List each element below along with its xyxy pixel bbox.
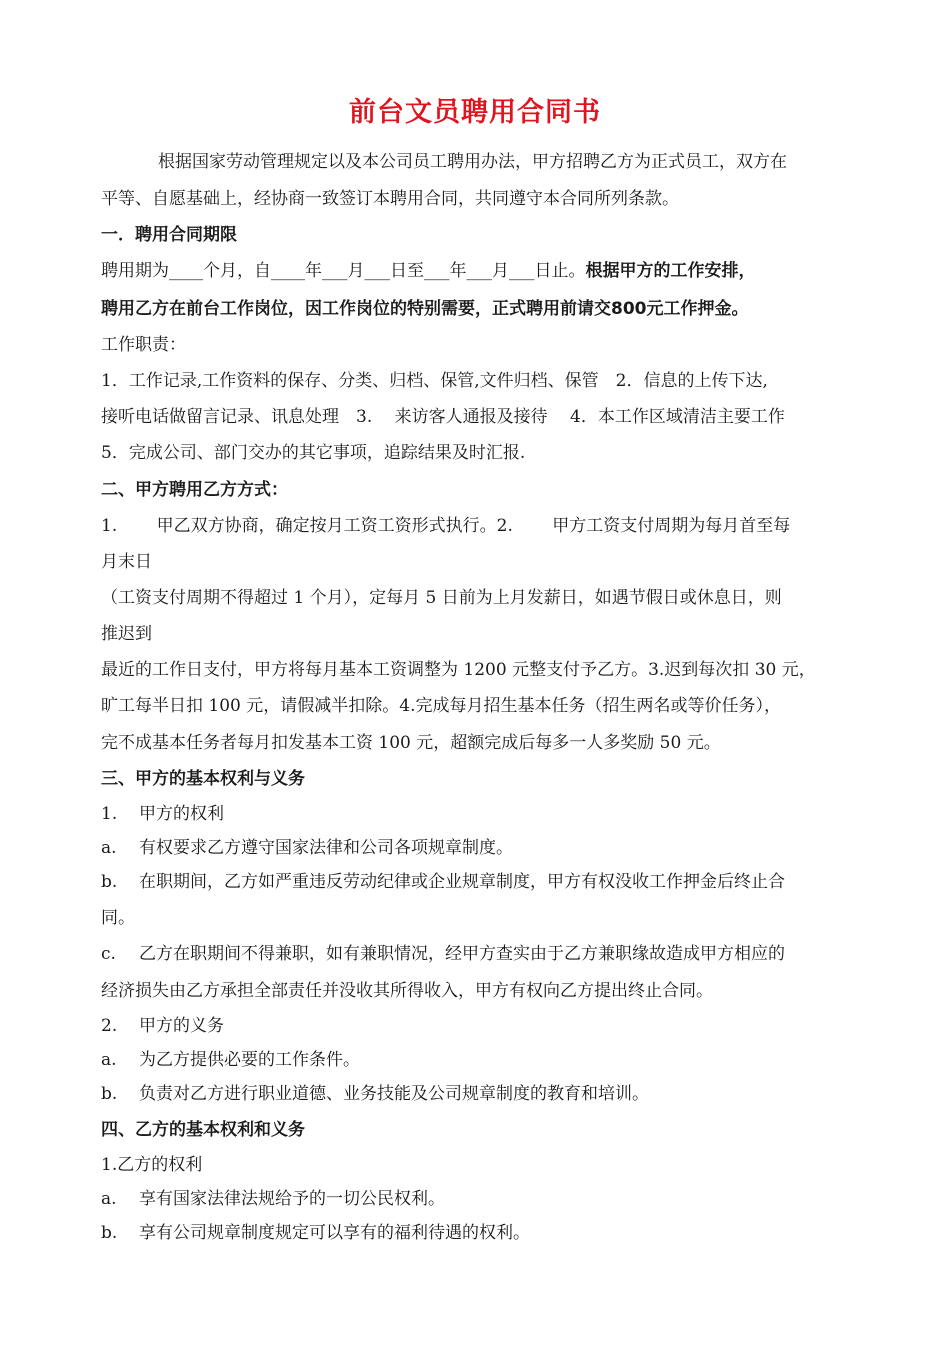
s3-duty-a (101, 1048, 861, 1072)
s3-duties-label (101, 1014, 861, 1038)
list-letter: a. (101, 1189, 117, 1209)
s2-line-6: 旷工每半日扣 100 元，请假减半扣除。4.完成每月招生基本任务（招生两名或等价任务）， (101, 696, 781, 716)
list-text: 在职期间，乙方如严重违反劳动纪律或企业规章制度，甲方有权没收工作押金后终止合 (139, 872, 785, 892)
s2-line-3: （工资支付周期不得超过 1 个月），定每月 5 日前为上月发薪日，如遇节假日或休息日，则 (101, 588, 782, 608)
section-4-heading: 四、乙方的基本权利和义务 (101, 1120, 305, 1140)
s1-line-2: 聘用乙方在前台工作岗位，因工作岗位的特别需要，正式聘用前请交800元工作押金。 (101, 299, 749, 319)
list-number: 2. (101, 1016, 118, 1036)
list-text: 乙方在职期间不得兼职，如有兼职情况，经甲方查实由于乙方兼职缘故造成甲方相应的 (139, 944, 785, 964)
s4-item-b (101, 1221, 861, 1245)
s3-item-b-cont: 同。 (101, 908, 135, 928)
duty-line-1: 1．工作记录,工作资料的保存、分类、归档、保管,文件归档、保管 2．信息的上传下达, (101, 371, 768, 391)
duty-line-3: 5．完成公司、部门交办的其它事项，追踪结果及时汇报. (101, 443, 526, 463)
section-3-heading: 三、甲方的基本权利与义务 (101, 769, 305, 789)
s2-line-5: 最近的工作日支付，甲方将每月基本工资调整为 1200 元整支付予乙方。3.迟到每次扣 30 元， (101, 660, 816, 680)
list-letter: c. (101, 944, 116, 964)
s1-term-bold: 根据甲方的工作安排， (585, 261, 756, 281)
list-letter: a. (101, 838, 117, 858)
list-letter: b. (101, 1223, 118, 1243)
s4-item-a (101, 1187, 861, 1211)
s3-duty-b (101, 1082, 861, 1106)
list-text: 甲方的权利 (139, 804, 224, 824)
list-text: 甲方的义务 (139, 1016, 224, 1036)
list-text: 负责对乙方进行职业道德、业务技能及公司规章制度的教育和培训。 (139, 1084, 649, 1104)
list-text: 享有公司规章制度规定可以享有的福利待遇的权利。 (139, 1223, 530, 1243)
list-text: 享有国家法律法规给予的一切公民权利。 (139, 1189, 445, 1209)
s3-item-b (101, 870, 861, 894)
s2-line-4: 推迟到 (101, 624, 152, 644)
list-text: 为乙方提供必要的工作条件。 (139, 1050, 360, 1070)
list-number: 1. (101, 804, 118, 824)
s2-line-7: 完不成基本任务者每月扣发基本工资 100 元，超额完成后每多一人多奖励 50 元。 (101, 733, 721, 753)
list-letter: a. (101, 1050, 117, 1070)
s4-rights-label: 1.乙方的权利 (101, 1155, 203, 1175)
s1-line-1 (101, 259, 861, 283)
intro-line-1: 根据国家劳动管理规定以及本公司员工聘用办法，甲方招聘乙方为正式员工，双方在 (158, 152, 787, 172)
section-2-heading: 二、甲方聘用乙方方式： (101, 480, 288, 500)
list-letter: b. (101, 1084, 118, 1104)
s1-term-text: 聘用期为____个月，自____年___月___日至___年___月___日止。 (101, 261, 586, 281)
list-letter: b. (101, 872, 118, 892)
s3-item-a (101, 836, 861, 860)
duty-label: 工作职责： (101, 335, 186, 355)
s2-line-2: 月末日 (101, 552, 152, 572)
s2-line-1: 1. 甲乙双方协商，确定按月工资工资形式执行。2. 甲方工资支付周期为每月首至每 (101, 516, 791, 536)
document-title: 前台文员聘用合同书 (349, 97, 601, 128)
intro-line-2: 平等、自愿基础上，经协商一致签订本聘用合同，共同遵守本合同所列条款。 (101, 189, 679, 209)
section-1-heading: 一．聘用合同期限 (101, 225, 237, 245)
list-text: 有权要求乙方遵守国家法律和公司各项规章制度。 (139, 838, 513, 858)
s3-item-c (101, 942, 861, 966)
duty-line-2: 接听电话做留言记录、讯息处理 3. 来访客人通报及接待 4．本工作区域清洁主要工作 (101, 407, 785, 427)
s3-item-c-cont: 经济损失由乙方承担全部责任并没收其所得收入，甲方有权向乙方提出终止合同。 (101, 981, 713, 1001)
s3-rights-label (101, 802, 861, 826)
